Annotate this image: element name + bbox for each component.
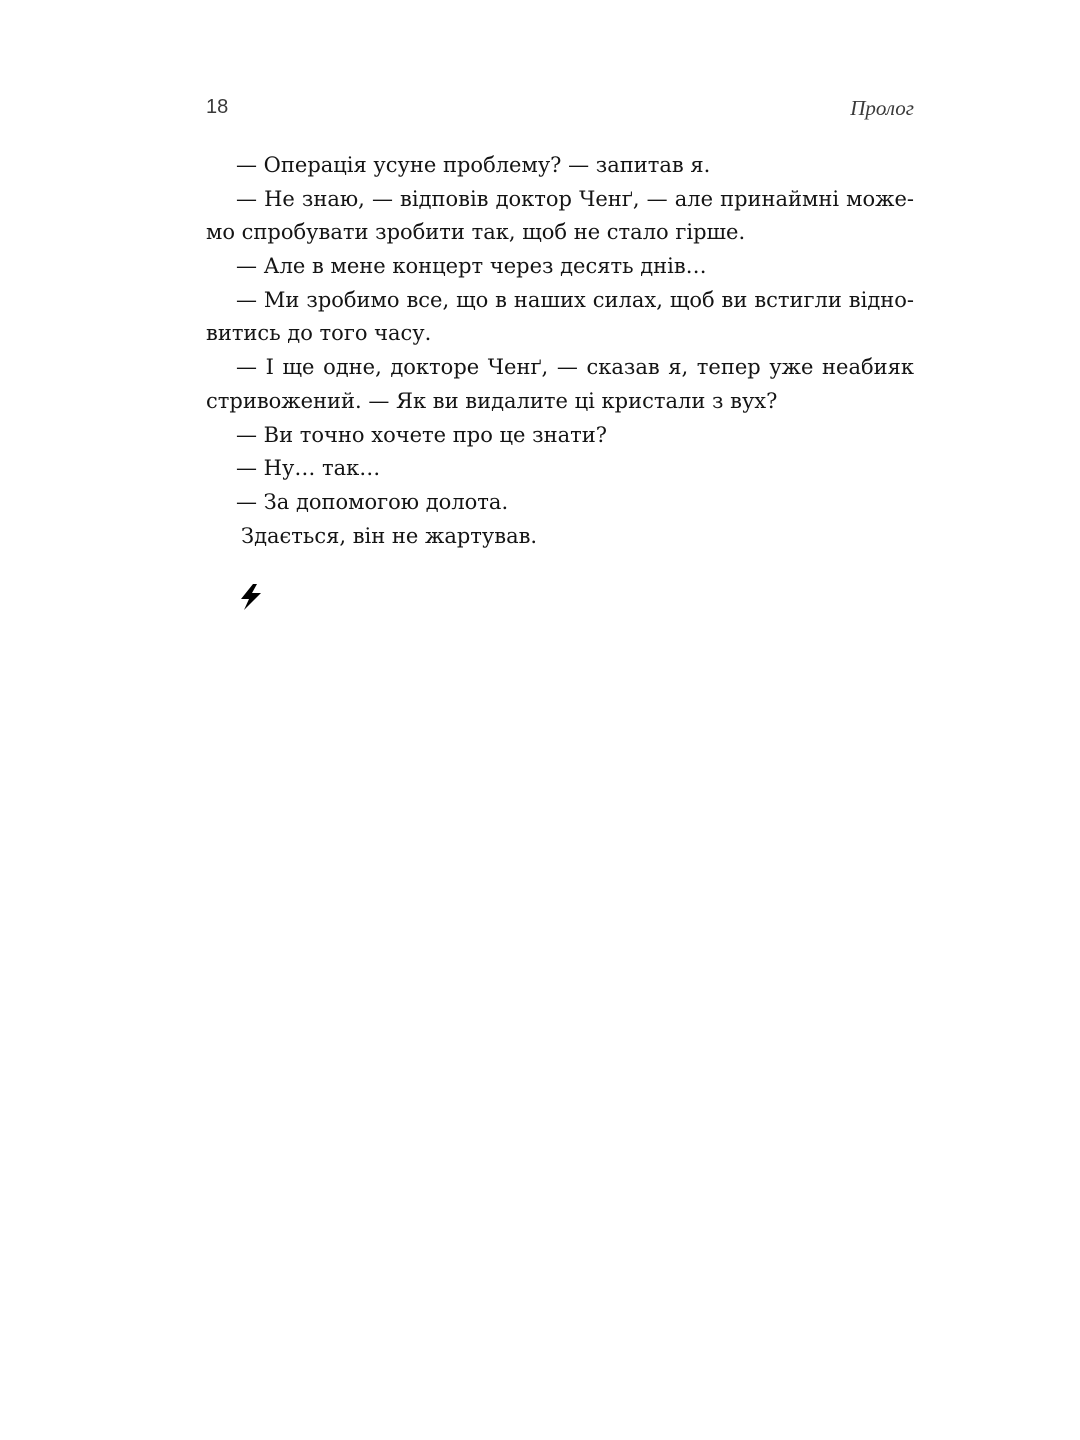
text-line: — Ми зробимо все, що в наших силах, щоб ви встигли відно- <box>236 287 914 312</box>
text-line: — За допомогою долота. <box>236 489 509 514</box>
running-head: Пролог <box>850 96 914 120</box>
text-line: — Але в мене концерт через десять днів… <box>236 254 707 279</box>
text-line: — І ще одне, докторе Ченґ, — сказав я, тепер уже неабияк <box>236 355 914 380</box>
text-line: стривожений. — Як ви видалите ці кристали з вух? <box>206 388 778 413</box>
body-text <box>206 149 914 553</box>
text-line: мо спробувати зробити так, щоб не стало гірше. <box>206 220 746 245</box>
text-line: — Ну… так… <box>236 456 381 481</box>
page-header <box>206 96 914 126</box>
text-line: — Не знаю, — відповів доктор Ченґ, — але принаймні може- <box>236 186 914 211</box>
text-line: Здається, він не жартував. <box>241 523 538 548</box>
text-line: — Операція усуне проблему? — запитав я. <box>236 153 711 177</box>
text-line: витись до того часу. <box>206 321 432 346</box>
text-line: — Ви точно хочете про це знати? <box>236 422 607 447</box>
page-number: 18 <box>206 96 229 118</box>
lightning-bolt-icon <box>237 583 265 611</box>
